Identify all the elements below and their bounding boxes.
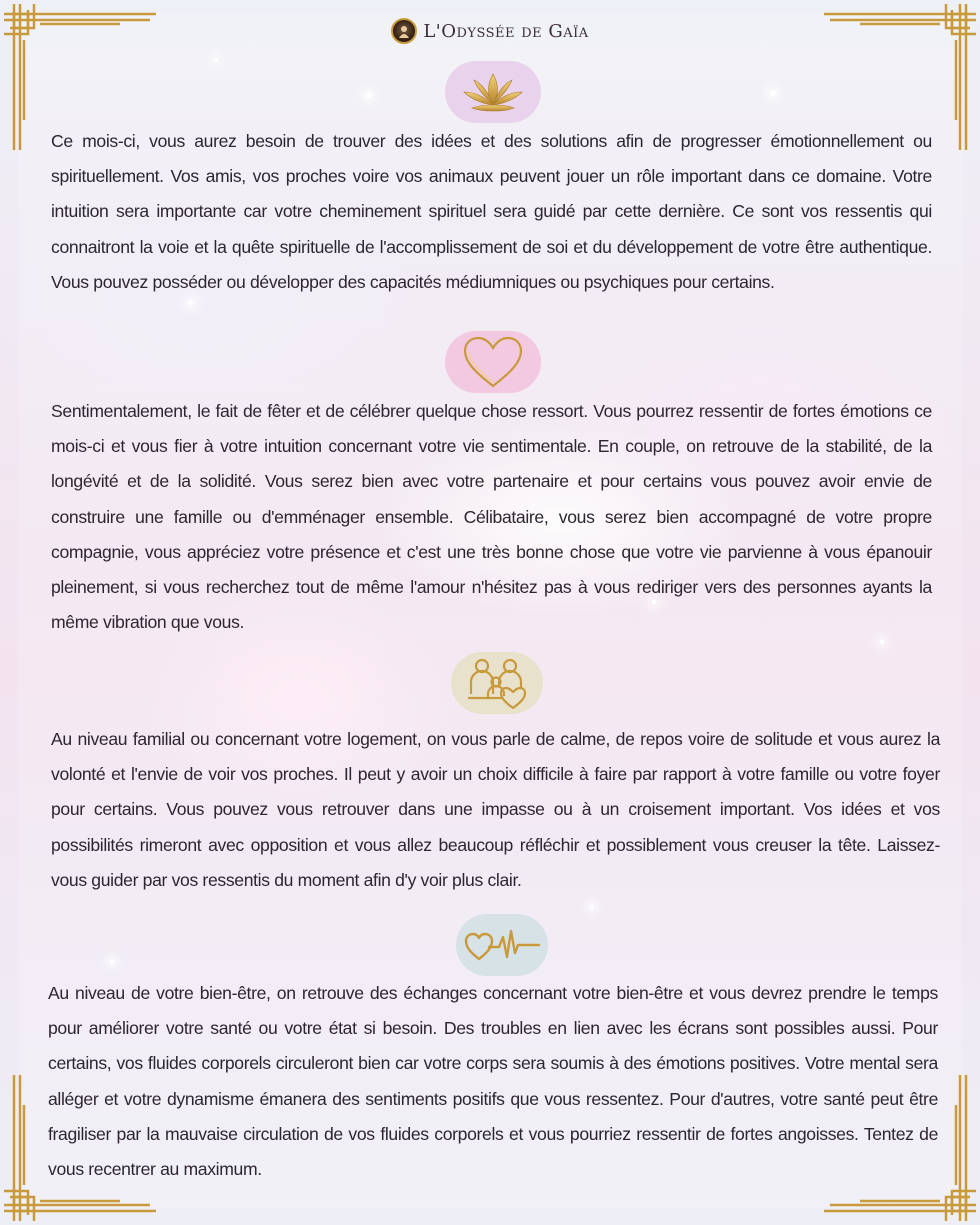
heart-icon [461, 334, 525, 390]
heartbeat-icon-badge [456, 914, 548, 976]
sparkle [366, 92, 372, 98]
family-icon [466, 656, 528, 710]
spirituality-paragraph: Ce mois-ci, vous aurez besoin de trouver des idées et des solutions afin de progresser émotionnellement ou spirituellement. Vos amis, vos proches voire vos animaux peuvent jouer un rôle important dans ce domaine. Votre intuition sera importante car votre cheminement spirituel sera guidé par cette dernière. Ce sont vos ressentis qui connaitront la voie et la quête spirituelle de l'accomplissement de soi et du développement de votre être authentique. Vous pouvez posséder ou développer des capacités médiumniques ou psychiques pour certains. [51, 131, 932, 292]
sparkle [110, 960, 114, 964]
brand-name: L'Odyssée de Gaïa [423, 20, 589, 42]
sparkle [590, 905, 594, 909]
header [0, 16, 980, 46]
goddess-portrait-icon [391, 18, 417, 44]
sparkle [188, 300, 193, 305]
lotus-icon [458, 70, 528, 114]
family-paragraph: Au niveau familial ou concernant votre logement, on vous parle de calme, de repos voire de solitude et vous aurez la volonté et l'envie de voir vos proches. Il peut y avoir un choix difficile à faire par rapport à votre famille ou votre foyer pour certains. Vous pouvez vous retrouver dans une impasse ou à un croisement important. Vos idées et vos possibilités rimeront avec opposition et vous allez beaucoup réfléchir et possiblement vous creuser la tête. Laissez-vous guider par vos ressentis du moment afin d'y voir plus clair. [51, 729, 940, 890]
wellbeing-paragraph: Au niveau de votre bien-être, on retrouve des échanges concernant votre bien-être et vous devrez prendre le temps pour améliorer votre santé ou votre état si besoin. Des troubles en lien avec les écrans sont possibles aussi. Pour certains, vos fluides corporels circuleront bien car votre corps sera soumis à des émotions positives. Votre mental sera alléger et votre dynamisme émanera des sentiments positifs que vous ressentez. Pour d'autres, votre santé peut être fragiliser par la mauvaise circulation de vos fluides corporels et vous pourriez ressentir de fortes angoisses. Tentez de vous recentrer au maximum. [48, 983, 938, 1180]
sparkle [770, 90, 776, 96]
love-paragraph: Sentimentalement, le fait de fêter et de célébrer quelque chose ressort. Vous pourrez ressentir de fortes émotions ce mois-ci et vous fier à votre intuition concernant votre vie sentimentale. En couple, on retrouve de la stabilité, de la longévité et de la solidité. Vous serez bien avec votre partenaire et pour certains vous pouvez avoir envie de construire une famille ou d'emménager ensemble. Célibataire, vous serez bien accompagné de votre propre compagnie, vous appréciez votre présence et c'est une très bonne chose que votre vie parvienne à vous épanouir pleinement, si vous recherchez tout de même l'amour n'hésitez pas à vous rediriger vers des personnes ayants la même vibration que vous. [51, 401, 932, 633]
family-icon-badge [451, 652, 543, 714]
heartbeat-icon [463, 925, 541, 965]
sparkle [880, 640, 884, 644]
heart-icon-badge [445, 331, 541, 393]
sparkle [214, 58, 218, 62]
lotus-icon-badge [445, 61, 541, 123]
